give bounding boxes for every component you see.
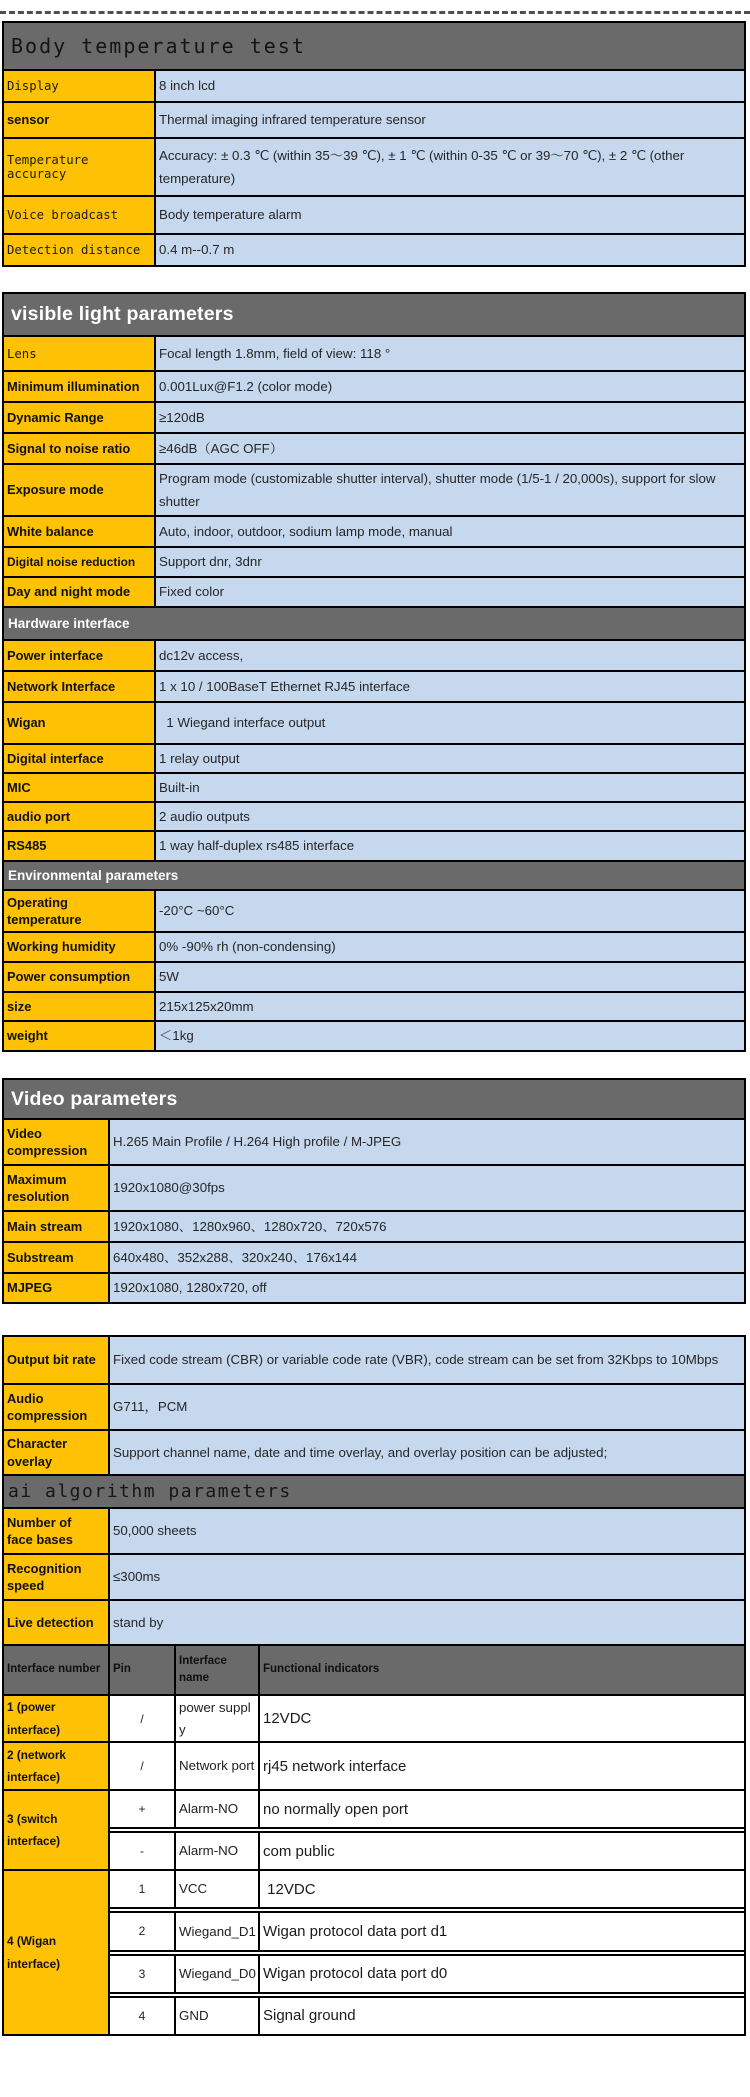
section-title-video: Video parameters xyxy=(4,1080,744,1118)
table-row xyxy=(4,743,744,772)
row-label: Working humidity xyxy=(4,933,156,961)
row-label: Video compression xyxy=(4,1120,110,1164)
interface-name-cell: GND xyxy=(176,1998,260,2034)
row-label: MIC xyxy=(4,774,156,801)
row-value: Program mode (customizable shutter interval), shutter mode (1/5-1 / 20,000s), support for slow shutter xyxy=(156,465,744,515)
row-label: Digital interface xyxy=(4,745,156,772)
row-label: Display xyxy=(4,71,156,101)
pinout-row xyxy=(110,1950,744,1992)
pin-cell: 1 xyxy=(110,1871,176,1907)
table-row xyxy=(4,701,744,743)
row-value: 0.4 m--0.7 m xyxy=(156,235,744,265)
row-value: 1 x 10 / 100BaseT Ethernet RJ45 interface xyxy=(156,672,744,701)
pinout-section-label: 3 (switch interface) xyxy=(4,1791,110,1869)
row-value: ≤300ms xyxy=(110,1555,744,1599)
pinout-row xyxy=(110,1743,744,1789)
row-label: Exposure mode xyxy=(4,465,156,515)
row-value: ＜1kg xyxy=(156,1022,744,1050)
pinout-section-network xyxy=(4,1741,744,1789)
page-top-dashed-divider xyxy=(0,11,750,14)
subsection-header-ai xyxy=(4,1474,744,1507)
function-cell: rj45 network interface xyxy=(260,1743,744,1789)
row-label: Power consumption xyxy=(4,963,156,991)
table-row xyxy=(4,931,744,961)
pinout-section-wigan xyxy=(4,1869,744,2034)
row-value: stand by xyxy=(110,1601,744,1644)
row-value: Fixed color xyxy=(156,578,744,606)
table-row xyxy=(4,801,744,830)
subsection-title: Environmental parameters xyxy=(4,862,744,889)
table-row xyxy=(4,991,744,1020)
pinout-header-row xyxy=(4,1644,744,1694)
row-label: Digital noise reduction xyxy=(4,548,156,576)
row-value: 2 audio outputs xyxy=(156,803,744,830)
table-row xyxy=(4,1164,744,1210)
table-row xyxy=(4,1429,744,1474)
subsection-title: ai algorithm parameters xyxy=(4,1476,744,1507)
row-value: 1920x1080、1280x960、1280x720、720x576 xyxy=(110,1212,744,1241)
table-row xyxy=(4,515,744,546)
row-value: -20°C ~60°C xyxy=(156,891,744,931)
pinout-row xyxy=(110,1871,744,1907)
function-cell: 12VDC xyxy=(260,1871,744,1907)
table-row xyxy=(4,1507,744,1553)
row-label: Maximum resolution xyxy=(4,1166,110,1210)
visible-light-table xyxy=(2,292,746,1052)
table-row xyxy=(4,1599,744,1644)
row-label: Main stream xyxy=(4,1212,110,1241)
table-row xyxy=(4,233,744,265)
interface-name-cell: VCC xyxy=(176,1871,260,1907)
subsection-title: Hardware interface xyxy=(4,608,744,639)
row-value: 0% -90% rh (non-condensing) xyxy=(156,933,744,961)
row-value: 1920x1080, 1280x720, off xyxy=(110,1274,744,1302)
row-value: 1 relay output xyxy=(156,745,744,772)
interface-name-cell: Wiegand_D1 xyxy=(176,1913,260,1949)
row-value: Support dnr, 3dnr xyxy=(156,548,744,576)
row-label: Dynamic Range xyxy=(4,403,156,432)
subsection-header-hardware xyxy=(4,606,744,639)
row-label: Network Interface xyxy=(4,672,156,701)
pinout-row xyxy=(110,1992,744,2034)
stream-ai-interface-table xyxy=(2,1335,746,2036)
table-row xyxy=(4,137,744,195)
pin-cell: - xyxy=(110,1833,176,1869)
section-title-body-temperature: Body temperature test xyxy=(4,23,744,69)
pinout-section-switch xyxy=(4,1789,744,1869)
table-row xyxy=(4,101,744,137)
table-row xyxy=(4,1272,744,1302)
row-label: Recognition speed xyxy=(4,1555,110,1599)
pin-cell: + xyxy=(110,1791,176,1827)
interface-name-cell: Network port xyxy=(176,1743,260,1789)
row-value: Focal length 1.8mm, field of view: 118 ° xyxy=(156,337,744,370)
row-value: 50,000 sheets xyxy=(110,1509,744,1553)
pinout-row xyxy=(110,1696,744,1741)
row-value: dc12v access, xyxy=(156,641,744,670)
table-row xyxy=(4,670,744,701)
row-value: H.265 Main Profile / H.264 High profile / M-JPEG xyxy=(110,1120,744,1164)
row-value: Built-in xyxy=(156,774,744,801)
row-value: 1 Wiegand interface output xyxy=(156,703,744,743)
table-row xyxy=(4,639,744,670)
row-value: 640x480、352x288、320x240、176x144 xyxy=(110,1243,744,1272)
pinout-row xyxy=(110,1827,744,1869)
pinout-row xyxy=(110,1907,744,1949)
row-label: RS485 xyxy=(4,832,156,860)
row-value: ≥120dB xyxy=(156,403,744,432)
table-row xyxy=(4,1383,744,1429)
table-row xyxy=(4,830,744,860)
row-label: weight xyxy=(4,1022,156,1050)
function-cell: 12VDC xyxy=(260,1696,744,1741)
row-value: Body temperature alarm xyxy=(156,197,744,233)
row-value: 8 inch lcd xyxy=(156,71,744,101)
pinout-header-pin: Pin xyxy=(110,1646,176,1694)
table-row xyxy=(4,961,744,991)
function-cell: Wigan protocol data port d1 xyxy=(260,1913,744,1949)
table-row xyxy=(4,432,744,463)
function-cell: com public xyxy=(260,1833,744,1869)
row-label: Wigan xyxy=(4,703,156,743)
row-label: Signal to noise ratio xyxy=(4,434,156,463)
pinout-row xyxy=(110,1791,744,1827)
pin-cell: / xyxy=(110,1696,176,1741)
row-label: Detection distance xyxy=(4,235,156,265)
interface-name-cell: Alarm-NO xyxy=(176,1791,260,1827)
pinout-section-label: 2 (network interface) xyxy=(4,1743,110,1789)
row-label: Temperature accuracy xyxy=(4,139,156,195)
table-row xyxy=(4,1553,744,1599)
pin-cell: 4 xyxy=(110,1998,176,2034)
row-value: Fixed code stream (CBR) or variable code rate (VBR), code stream can be set from 32Kbps to 10Mbps xyxy=(110,1337,744,1383)
pin-cell: 2 xyxy=(110,1913,176,1949)
pin-cell: / xyxy=(110,1743,176,1789)
table-row xyxy=(4,889,744,931)
interface-name-cell: Alarm-NO xyxy=(176,1833,260,1869)
row-value: Support channel name, date and time overlay, and overlay position can be adjusted; xyxy=(110,1431,744,1474)
row-value: 5W xyxy=(156,963,744,991)
pinout-section-label: 4 (Wigan interface) xyxy=(4,1871,110,2034)
row-label: Day and night mode xyxy=(4,578,156,606)
video-parameters-table xyxy=(2,1078,746,1304)
pinout-section-label: 1 (power interface) xyxy=(4,1696,110,1741)
row-value: 1920x1080@30fps xyxy=(110,1166,744,1210)
pinout-header-interface-number: Interface number xyxy=(4,1646,110,1694)
table-row xyxy=(4,195,744,233)
row-value: 0.001Lux@F1.2 (color mode) xyxy=(156,372,744,401)
function-cell: Signal ground xyxy=(260,1998,744,2034)
row-label: Voice broadcast xyxy=(4,197,156,233)
pin-cell: 3 xyxy=(110,1956,176,1992)
table-row xyxy=(4,463,744,515)
row-label: Operating temperature xyxy=(4,891,156,931)
table-row xyxy=(4,772,744,801)
table-row xyxy=(4,546,744,576)
row-label: Number of face bases xyxy=(4,1509,110,1553)
row-value: Thermal imaging infrared temperature sensor xyxy=(156,103,744,137)
table-row xyxy=(4,1020,744,1050)
row-label: Lens xyxy=(4,337,156,370)
row-label: Audio compression xyxy=(4,1385,110,1429)
row-value: 215x125x20mm xyxy=(156,993,744,1020)
interface-name-cell: power supply xyxy=(176,1696,260,1741)
row-value: Accuracy: ± 0.3 ℃ (within 35～39 ℃), ± 1 ℃ (within 0-35 ℃ or 39～70 ℃), ± 2 ℃ (other temperature) xyxy=(156,139,744,195)
table-row xyxy=(4,1118,744,1164)
section-title-visible-light: visible light parameters xyxy=(4,294,744,335)
table-row xyxy=(4,69,744,101)
row-value: G711，PCM xyxy=(110,1385,744,1429)
row-label: White balance xyxy=(4,517,156,546)
interface-name-cell: Wiegand_D0 xyxy=(176,1956,260,1992)
row-value: 1 way half-duplex rs485 interface xyxy=(156,832,744,860)
function-cell: Wigan protocol data port d0 xyxy=(260,1956,744,1992)
row-label: audio port xyxy=(4,803,156,830)
pinout-section-power xyxy=(4,1694,744,1741)
row-value: Auto, indoor, outdoor, sodium lamp mode, manual xyxy=(156,517,744,546)
body-temperature-table xyxy=(2,21,746,267)
row-label: size xyxy=(4,993,156,1020)
table-row xyxy=(4,576,744,606)
pinout-header-functional-indicators: Functional indicators xyxy=(263,1663,380,1676)
row-value: ≥46dB（AGC OFF） xyxy=(156,434,744,463)
row-label: Power interface xyxy=(4,641,156,670)
row-label: Live detection xyxy=(4,1601,110,1644)
table-row xyxy=(4,1337,744,1383)
table-row xyxy=(4,1241,744,1272)
row-label: sensor xyxy=(4,103,156,137)
row-label: MJPEG xyxy=(4,1274,110,1302)
row-label: Minimum illumination xyxy=(4,372,156,401)
function-cell: no normally open port xyxy=(260,1791,744,1827)
row-label: Output bit rate xyxy=(4,1337,110,1383)
table-row xyxy=(4,335,744,370)
row-label: Substream xyxy=(4,1243,110,1272)
table-row xyxy=(4,370,744,401)
subsection-header-environmental xyxy=(4,860,744,889)
table-row xyxy=(4,1210,744,1241)
row-label: Character overlay xyxy=(4,1431,110,1474)
table-row xyxy=(4,401,744,432)
pinout-header-interface-name: Interface name xyxy=(176,1646,260,1694)
